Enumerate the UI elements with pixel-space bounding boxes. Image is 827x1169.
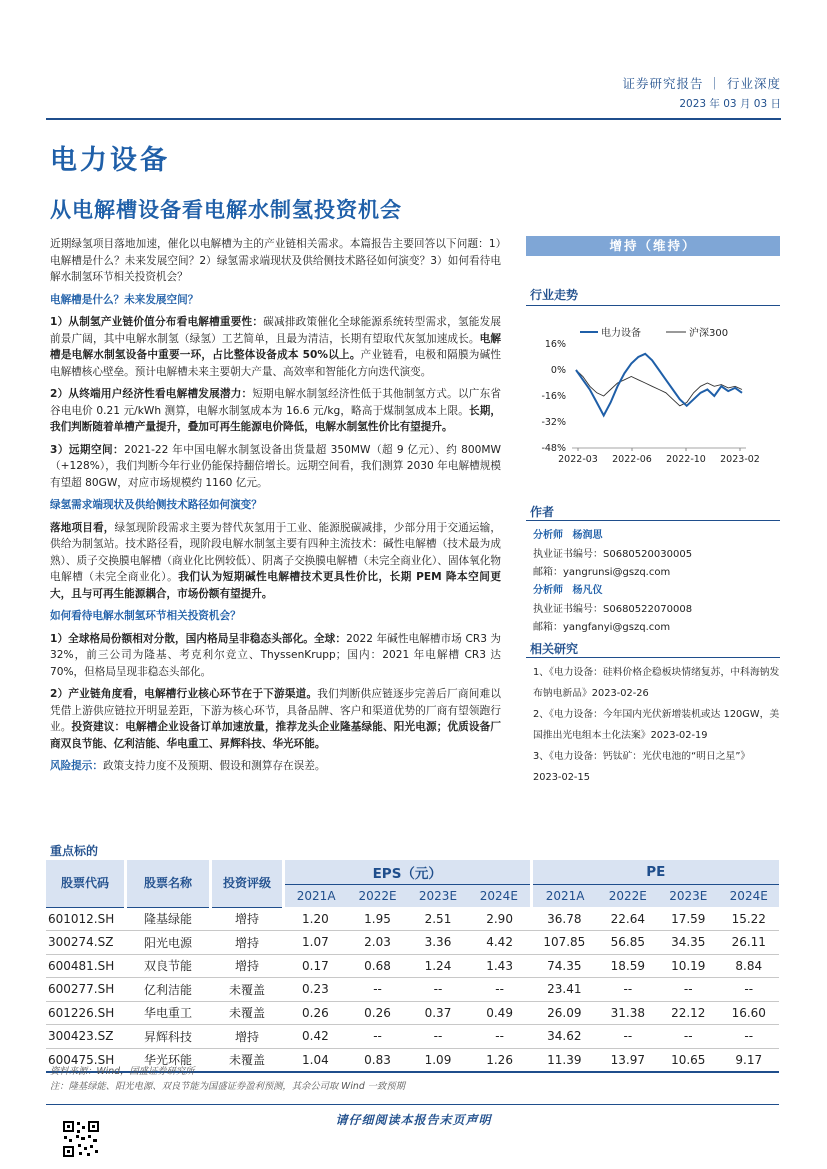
pe-year-header: 2024E: [718, 884, 779, 907]
analyst-email[interactable]: yangfanyi@gszq.com: [563, 622, 671, 633]
cell-code: 600475.SH: [46, 1048, 126, 1072]
table-row: [46, 931, 779, 955]
series-line-sector: [576, 354, 742, 416]
cell-rating: 未覆盖: [211, 978, 284, 1002]
trend-chart: [526, 322, 780, 472]
cell-name: 华光环能: [126, 1048, 211, 1072]
cell-eps-2021A: 1.07: [284, 931, 348, 955]
related-title: 相关研究: [530, 642, 579, 656]
paragraph-1: 1）从制氢产业链价值分布看电解槽重要性：碳减排政策催化全球能源系统转型需求，氢能发展前景广阔，其中电解水制氢（绿氢）工艺简单，且最为清洁，长期有望取代灰氢加速成长。电解槽是电解水制氢设备中重要一环，占比整体设备成本 50%以上。产业链看，电极和隔膜为碱性电解槽核心壁垒。预计电解槽未来主要朝大产量、高效率和智能化方向迭代演变。: [50, 316, 502, 378]
y-tick-label: 0%: [550, 365, 566, 376]
paragraph-5: 1）全球格局份额相对分散，国内格局呈非稳态头部化。全球：2022 年碱性电解槽市场 CR3 为 32%，前三公司为隆基、考克利尔竞立、ThyssenKrupp；国内：2021 年电解槽 CR3 达 70%，但格局呈现非稳态头部化。: [50, 632, 502, 678]
related-item[interactable]: 3、《电力设备：钙钛矿：光伏电池的“明日之星”》 2023-02-15: [533, 751, 751, 783]
cell-eps-2024E: --: [468, 978, 531, 1002]
table-title: 重点标的: [50, 844, 99, 858]
cell-code: 600481.SH: [46, 954, 126, 978]
intro-paragraph: 近期绿氢项目落地加速，催化以电解槽为主的产业链相关需求。本篇报告主要回答以下问题：1）电解槽是什么？未来发展空间？2）绿氢需求端现状及供给侧技术路径如何演变？3）如何看待电解水制氢环节相关投资机会？: [50, 238, 501, 283]
report-date: 2023 年 03 月 03 日: [679, 98, 781, 110]
table-row: [46, 907, 779, 931]
cell-pe-2021A: 107.85: [531, 931, 598, 955]
y-tick-label: -16%: [541, 391, 566, 402]
trend-title: 行业走势: [530, 288, 579, 302]
cell-pe-2024E: 15.22: [718, 907, 779, 931]
pe-year-header: 2022E: [598, 884, 658, 907]
key-stocks-table: [46, 860, 779, 1073]
table-row: [46, 1001, 779, 1025]
cell-rating: 增持: [211, 931, 284, 955]
cell-pe-2021A: 11.39: [531, 1048, 598, 1072]
cell-eps-2023E: 3.36: [408, 931, 468, 955]
cell-eps-2021A: 0.42: [284, 1025, 348, 1049]
eps-year-header: 2024E: [468, 884, 531, 907]
related-list: [533, 662, 783, 788]
x-tick-label: 2022-03: [558, 454, 598, 465]
cell-pe-2021A: 26.09: [531, 1001, 598, 1025]
cell-eps-2021A: 0.26: [284, 1001, 348, 1025]
cell-eps-2023E: 0.37: [408, 1001, 468, 1025]
footer-rule: [46, 1104, 779, 1105]
cell-eps-2021A: 0.23: [284, 978, 348, 1002]
y-tick-label: -48%: [541, 443, 566, 454]
analyst-block-1: 分析师 杨润思 执业证书编号：S0680520030005 邮箱：yangrunsi@gszq.com: [533, 530, 693, 578]
table-row: [46, 978, 779, 1002]
cell-rating: 增持: [211, 1025, 284, 1049]
cell-pe-2024E: 16.60: [718, 1001, 779, 1025]
cell-pe-2024E: 9.17: [718, 1048, 779, 1072]
eps-group-header: EPS（元）: [284, 860, 532, 884]
series-line-index: [576, 370, 742, 406]
cell-pe-2023E: 34.35: [658, 931, 718, 955]
pe-group-header: PE: [531, 860, 779, 884]
question-3: 如何看待电解水制氢环节相关投资机会？: [50, 610, 241, 622]
cell-pe-2022E: 31.38: [598, 1001, 658, 1025]
cell-pe-2021A: 74.35: [531, 954, 598, 978]
cell-eps-2024E: 1.26: [468, 1048, 531, 1072]
analyst-email[interactable]: yangrunsi@gszq.com: [563, 567, 671, 578]
analyst-block-2: 分析师 杨凡仪 执业证书编号：S0680522070008 邮箱：yangfanyi@gszq.com: [533, 585, 693, 633]
cell-eps-2023E: --: [408, 978, 468, 1002]
trend-rule: [526, 305, 780, 306]
table-source: 资料来源：Wind，国盛证券研究所: [50, 1066, 195, 1077]
cell-eps-2024E: 4.42: [468, 931, 531, 955]
paragraph-4: 落地项目看，绿氢现阶段需求主要为替代灰氢用于工业、能源脱碳减排，少部分用于交通运输，供给为制氢站。技术路径看，现阶段电解水制氢主要有四种主流技术：碱性电解槽（技术最为成熟）、质子交换膜电解槽（商业化比例较低）、阴离子交换膜电解槽（未完全商业化）、固体氧化物电解槽（未完全商业化）。我们认为短期碱性电解槽技术更具性价比，长期 PEM 降本空间更大，且与可再生能源耦合，市场份额有望提升。: [50, 521, 502, 600]
paragraph-2: 2）从终端用户经济性看电解槽发展潜力：短期电解水制氢经济性低于其他制氢方式。以广东省谷电电价 0.21 元/kWh 测算，电解水制氢成本为 16.6 元/kg，略高于煤制氢成本上限。长期，我们判断随着单槽产量提升，叠加可再生能源电价降低，电解水制氢性价比有望提升。: [50, 388, 502, 433]
cell-pe-2023E: 17.59: [658, 907, 718, 931]
cell-eps-2024E: 2.90: [468, 907, 531, 931]
cell-code: 600277.SH: [46, 978, 126, 1002]
cell-pe-2024E: 26.11: [718, 931, 779, 955]
header-rule: [46, 118, 781, 120]
cell-eps-2023E: --: [408, 1025, 468, 1049]
cell-eps-2022E: 2.03: [347, 931, 407, 955]
related-item[interactable]: 1、《电力设备：硅料价格企稳板块情绪复苏，中科海钠发布钠电新品》2023-02-26: [533, 667, 780, 699]
report-headline: 从电解槽设备看电解水制氢投资机会: [50, 198, 402, 222]
related-rule: [526, 657, 780, 658]
authors-rule: [526, 520, 780, 521]
y-tick-label: 16%: [544, 339, 566, 350]
cell-name: 隆基绿能: [126, 907, 211, 931]
cell-rating: 增持: [211, 954, 284, 978]
cell-rating: 增持: [211, 907, 284, 931]
cell-pe-2024E: 8.84: [718, 954, 779, 978]
cell-name: 阳光电源: [126, 931, 211, 955]
x-tick-label: 2023-02: [720, 454, 760, 465]
cell-pe-2022E: 56.85: [598, 931, 658, 955]
authors-title: 作者: [530, 505, 555, 519]
x-axis-ticks: [558, 448, 760, 465]
legend-label-sector: 电力设备: [601, 328, 641, 339]
cell-eps-2024E: 1.43: [468, 954, 531, 978]
paragraph-6: 2）产业链角度看，电解槽行业核心环节在于下游渠道。我们判断供应链逐步完善后厂商间难以凭借上游供应链拉开明显差距，下游为核心环节，具备品牌、客户和渠道优势的厂商有望领跑行业。投资建议：电解槽企业设备订单加速放量，推荐龙头企业隆基绿能、阳光电源；优质设备厂商双良节能、亿利洁能、华电重工、昇辉科技、华光环能。: [50, 688, 501, 750]
cell-code: 300423.SZ: [46, 1025, 126, 1049]
cell-pe-2023E: 10.19: [658, 954, 718, 978]
col-code-header: 股票代码: [46, 860, 126, 907]
x-tick-label: 2022-10: [666, 454, 706, 465]
cell-name: 昇辉科技: [126, 1025, 211, 1049]
cell-pe-2024E: --: [718, 978, 779, 1002]
cell-pe-2024E: --: [718, 1025, 779, 1049]
cell-pe-2023E: 22.12: [658, 1001, 718, 1025]
table-note: 注：隆基绿能、阳光电源、双良节能为国盛证券盈利预测，其余公司取 Wind 一致预期: [50, 1081, 405, 1092]
cell-eps-2022E: --: [347, 1025, 407, 1049]
eps-year-header: 2022E: [347, 884, 407, 907]
cell-pe-2022E: --: [598, 1025, 658, 1049]
cell-pe-2023E: 10.65: [658, 1048, 718, 1072]
table-row: [46, 1025, 779, 1049]
cell-eps-2022E: 0.26: [347, 1001, 407, 1025]
cell-pe-2022E: --: [598, 978, 658, 1002]
cell-code: 601012.SH: [46, 907, 126, 931]
report-type: 证券研究报告 ｜ 行业深度: [622, 76, 781, 91]
question-1: 电解槽是什么？未来发展空间？: [50, 293, 199, 306]
industry-title: 电力设备: [50, 145, 170, 176]
cell-eps-2021A: 1.20: [284, 907, 348, 931]
main-body: [50, 236, 501, 781]
cell-eps-2022E: 1.95: [347, 907, 407, 931]
cell-pe-2022E: 13.97: [598, 1048, 658, 1072]
y-axis-ticks: [541, 339, 566, 454]
cell-pe-2021A: 34.62: [531, 1025, 598, 1049]
cell-eps-2023E: 2.51: [408, 907, 468, 931]
cell-eps-2022E: 0.68: [347, 954, 407, 978]
cell-eps-2023E: 1.24: [408, 954, 468, 978]
cell-code: 601226.SH: [46, 1001, 126, 1025]
cell-code: 300274.SZ: [46, 931, 126, 955]
col-name-header: 股票名称: [126, 860, 211, 907]
table-row: [46, 954, 779, 978]
related-item[interactable]: 2、《电力设备：今年国内光伏新增装机或达 120GW，美国推出光电组本土化法案》2023-02-19: [533, 709, 780, 741]
cell-eps-2024E: 0.49: [468, 1001, 531, 1025]
chart-legend: [580, 326, 728, 339]
cell-pe-2022E: 18.59: [598, 954, 658, 978]
rating-badge: 增持（维持）: [526, 236, 780, 256]
x-tick-label: 2022-06: [612, 454, 652, 465]
col-rating-header: 投资评级: [211, 860, 284, 907]
cell-eps-2022E: 0.83: [347, 1048, 407, 1072]
cell-eps-2021A: 0.17: [284, 954, 348, 978]
cell-rating: 未覆盖: [211, 1001, 284, 1025]
pe-year-header: 2023E: [658, 884, 718, 907]
cell-pe-2023E: --: [658, 978, 718, 1002]
cell-name: 双良节能: [126, 954, 211, 978]
cell-pe-2021A: 23.41: [531, 978, 598, 1002]
paragraph-3: 3）远期空间：2021-22 年中国电解水制氢设备出货量超 350MW（超 9 亿元）、约 800MW（+128%），我们判断今年行业仍能保持翻倍增长。远期空间看，我们测算 2030 年电解槽规模有望超 80GW，对应市场规模约 1160 亿元。: [50, 443, 501, 489]
cell-pe-2023E: --: [658, 1025, 718, 1049]
legend-label-index: 沪深300: [689, 328, 729, 339]
eps-year-header: 2023E: [408, 884, 468, 907]
cell-pe-2021A: 36.78: [531, 907, 598, 931]
cell-rating: 未覆盖: [211, 1048, 284, 1072]
y-tick-label: -32%: [541, 417, 566, 428]
cell-name: 华电重工: [126, 1001, 211, 1025]
eps-year-header: 2021A: [284, 884, 348, 907]
cell-eps-2023E: 1.09: [408, 1048, 468, 1072]
cell-pe-2022E: 22.64: [598, 907, 658, 931]
cell-eps-2022E: --: [347, 978, 407, 1002]
question-2: 绿氢需求端现状及供给侧技术路径如何演变？: [50, 499, 262, 511]
footer-disclaimer: 请仔细阅读本报告末页声明: [335, 1113, 492, 1127]
cell-eps-2021A: 1.04: [284, 1048, 348, 1072]
cell-name: 亿利洁能: [126, 978, 211, 1002]
pe-year-header: 2021A: [531, 884, 598, 907]
cell-eps-2024E: --: [468, 1025, 531, 1049]
risk-paragraph: 风险提示：政策支持力度不及预期、假设和测算存在误差。: [50, 760, 326, 772]
